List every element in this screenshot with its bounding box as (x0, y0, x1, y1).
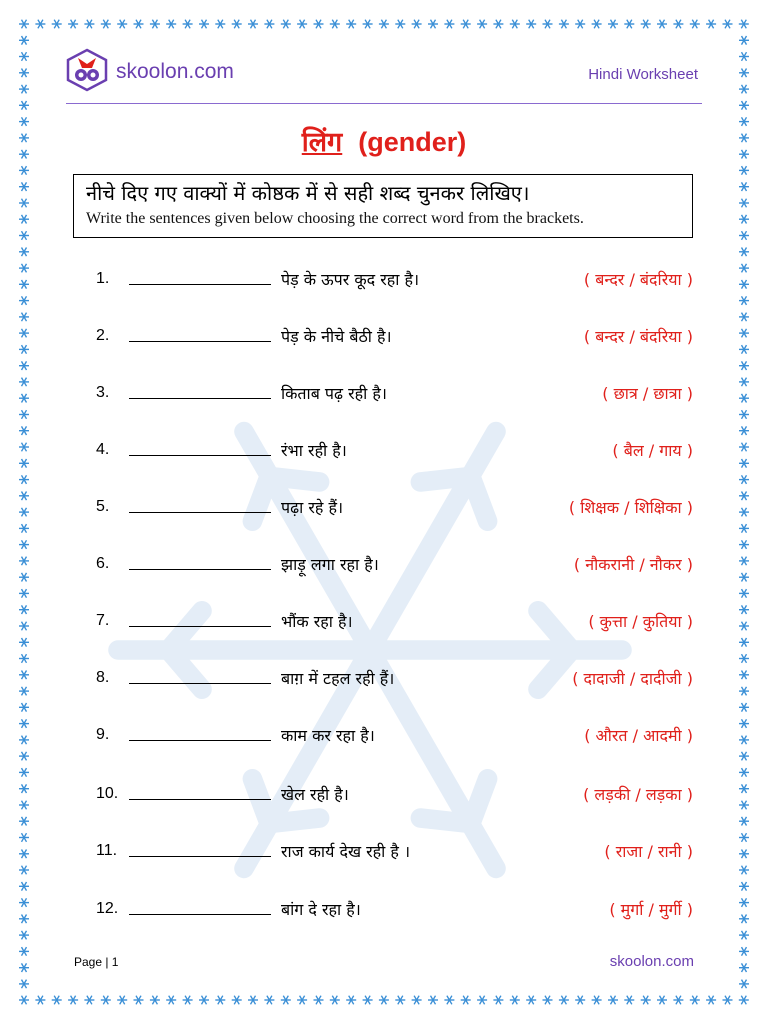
answer-options: ( औरत / आदमी ) (584, 726, 693, 745)
answer-blank[interactable] (129, 284, 271, 285)
page-title (0, 122, 768, 159)
question-sentence: काम कर रहा है। (281, 726, 375, 745)
answer-blank[interactable] (129, 856, 271, 857)
answer-options: ( राजा / रानी ) (604, 842, 693, 861)
question-row (0, 838, 768, 868)
answer-options: ( बन्दर / बंदरिया ) (583, 327, 693, 346)
instruction-hindi: नीचे दिए गए वाक्यों में कोष्ठक में से सही शब्द चुनकर लिखिए। (86, 181, 530, 205)
answer-options: ( नौकरानी / नौकर ) (573, 555, 693, 574)
question-number: 6. (96, 555, 110, 572)
question-sentence: राज कार्य देख रही है । (281, 842, 411, 861)
answer-options: ( लड़की / लड़का ) (583, 785, 693, 804)
question-sentence: बांग दे रहा है। (281, 900, 361, 919)
answer-blank[interactable] (129, 683, 271, 684)
question-number: 1. (96, 270, 110, 287)
question-number: 8. (96, 669, 110, 686)
answer-blank[interactable] (129, 626, 271, 627)
question-row (0, 266, 768, 296)
question-sentence: पढ़ा रहे हैं। (281, 498, 344, 517)
question-row (0, 323, 768, 353)
question-sentence: रंभा रही है। (281, 441, 347, 460)
answer-blank[interactable] (129, 398, 271, 399)
question-row (0, 437, 768, 467)
question-sentence: किताब पढ़ रही है। (281, 384, 387, 403)
question-row (0, 380, 768, 410)
question-number: 2. (96, 327, 110, 344)
question-row (0, 896, 768, 926)
question-sentence: खेल रही है। (281, 785, 349, 804)
answer-blank[interactable] (129, 569, 271, 570)
answer-blank[interactable] (129, 341, 271, 342)
question-number: 10. (96, 785, 119, 802)
question-row (0, 781, 768, 811)
question-number: 11. (96, 842, 118, 859)
title-english: (gender) (358, 127, 467, 157)
question-number: 4. (96, 441, 110, 458)
answer-options: ( दादाजी / दादीजी ) (572, 669, 693, 688)
answer-options: ( छात्र / छात्रा ) (602, 384, 693, 403)
answer-options: ( बन्दर / बंदरिया ) (583, 270, 693, 289)
instruction-english: Write the sentences given below choosing the correct word from the brackets. (86, 210, 584, 227)
question-sentence: झाड़ू लगा रहा है। (281, 555, 379, 574)
question-sentence: बाग़ में टहल रही हैं। (281, 669, 395, 688)
question-row (0, 608, 768, 638)
page-number: Page | 1 (74, 955, 119, 969)
question-row (0, 494, 768, 524)
answer-options: ( कुत्ता / कुतिया ) (588, 612, 693, 631)
question-number: 12. (96, 900, 119, 917)
answer-blank[interactable] (129, 914, 271, 915)
answer-options: ( बैल / गाय ) (612, 441, 693, 460)
question-number: 7. (96, 612, 110, 629)
answer-blank[interactable] (129, 512, 271, 513)
question-row (0, 722, 768, 752)
answer-options: ( शिक्षक / शिक्षिका ) (568, 498, 693, 517)
header-divider (66, 103, 702, 104)
answer-blank[interactable] (129, 455, 271, 456)
footer-site: skoolon.com (609, 953, 694, 970)
answer-blank[interactable] (129, 740, 271, 741)
skoolon-owl-logo (64, 48, 110, 92)
answer-options: ( मुर्गा / मुर्गी ) (609, 900, 693, 919)
question-sentence: भौंक रहा है। (281, 612, 353, 631)
brand-name: skoolon.com (116, 60, 234, 83)
question-number: 3. (96, 384, 110, 401)
question-number: 5. (96, 498, 110, 515)
question-row (0, 665, 768, 695)
instruction-box (73, 174, 693, 238)
worksheet-type: Hindi Worksheet (588, 66, 698, 83)
question-sentence: पेड़ के नीचे बैठी है। (281, 327, 392, 346)
question-row (0, 551, 768, 581)
question-sentence: पेड़ के ऊपर कूद रहा है। (281, 270, 420, 289)
question-number: 9. (96, 726, 110, 743)
answer-blank[interactable] (129, 799, 271, 800)
title-hindi: लिंग (301, 127, 343, 157)
